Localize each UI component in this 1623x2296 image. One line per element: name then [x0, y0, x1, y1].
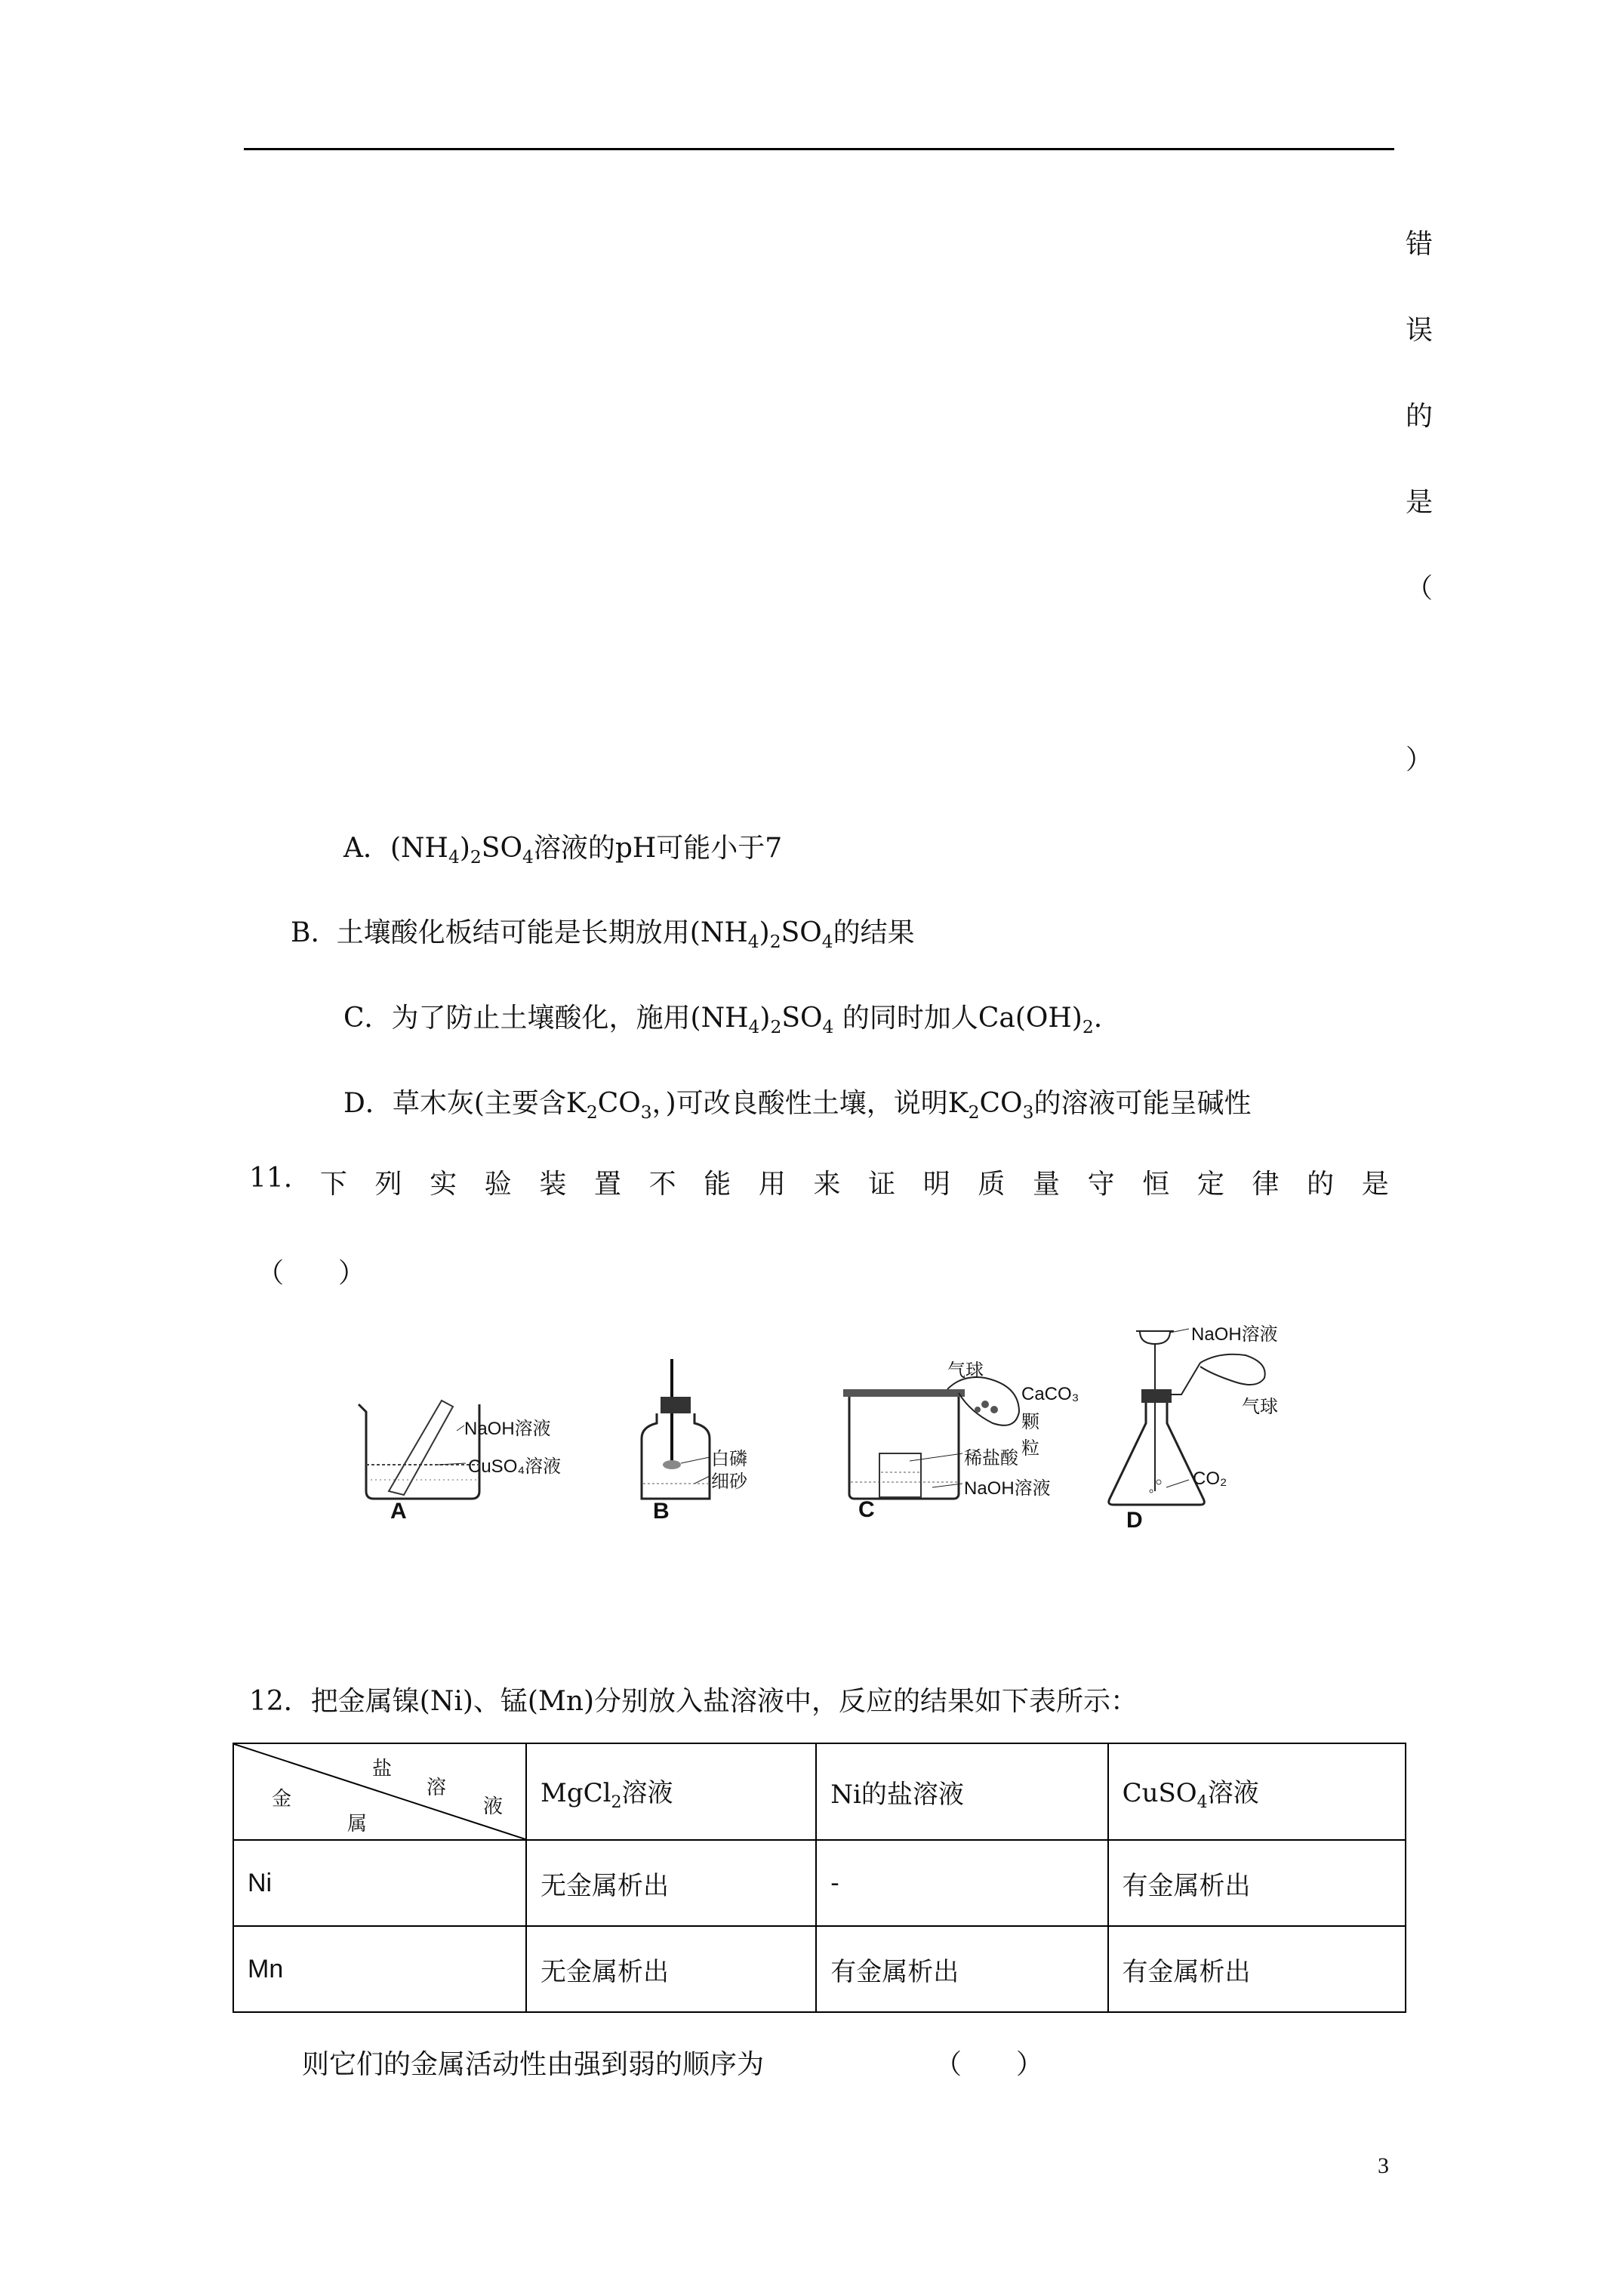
- option-a: A．$(NH_4)_2SO_4$溶液的pH可能小于7: [343, 833, 783, 868]
- row-header: Mn: [233, 1926, 526, 2012]
- figure-c: [834, 1348, 1079, 1529]
- figure-label: C: [858, 1497, 875, 1522]
- callout: CuSO₄溶液: [468, 1456, 562, 1477]
- table-cell: 无金属析出: [526, 1926, 816, 2012]
- q12-followup: 则它们的金属活动性由强到弱的顺序为: [302, 2049, 765, 2080]
- diagonal-header-cell: [233, 1743, 526, 1840]
- callout: CaCO₃: [1021, 1384, 1079, 1404]
- figure-label: D: [1126, 1508, 1143, 1533]
- row-header: Ni: [233, 1840, 526, 1926]
- corner-label: 盐: [372, 1758, 393, 1780]
- callout: 稀盐酸: [964, 1448, 1018, 1469]
- table-cell: 有金属析出: [1108, 1840, 1406, 1926]
- column-header: CuSO$_4$溶液: [1108, 1743, 1406, 1840]
- figure-label: A: [390, 1499, 407, 1524]
- callout: 颗 粒: [1021, 1412, 1058, 1459]
- table-header-row: [233, 1743, 1406, 1840]
- figure-b: [627, 1359, 778, 1533]
- vertical-char: 的: [1405, 401, 1433, 432]
- figure-d: [1095, 1310, 1321, 1536]
- header-rule: [244, 148, 1394, 150]
- table-row: [233, 1840, 1406, 1926]
- callout: NaOH溶液: [964, 1478, 1051, 1499]
- results-table: [233, 1743, 1406, 2013]
- table-cell: 有金属析出: [816, 1926, 1107, 2012]
- vertical-char: 错: [1405, 229, 1433, 260]
- callout: 气球: [947, 1361, 984, 1381]
- callout: NaOH溶液: [464, 1419, 551, 1439]
- q11-answer-paren: （ ）: [257, 1258, 366, 1289]
- column-header: Ni的盐溶液: [816, 1743, 1107, 1840]
- q12-stem: 12．把金属镍(Ni)、锰(Mn)分别放入盐溶液中，反应的结果如下表所示：: [249, 1686, 1138, 1717]
- figure-label: B: [653, 1499, 670, 1524]
- callout: 细砂: [711, 1472, 747, 1492]
- option-c: C．为了防止土壤酸化，施用$(NH_4)_2SO_4$ 的同时加人$Ca(OH)_2$.: [343, 1003, 1103, 1038]
- callout: NaOH溶液: [1191, 1324, 1278, 1345]
- corner-label: 属: [347, 1813, 368, 1835]
- option-b: B. 土壤酸化板结可能是长期放用$(NH_4)_2SO_4$的结果: [291, 917, 915, 953]
- corner-label: 液: [483, 1795, 504, 1818]
- column-header: MgCl$_2$溶液: [526, 1743, 816, 1840]
- callout: CO₂: [1193, 1469, 1227, 1489]
- table-cell: 有金属析出: [1108, 1926, 1406, 2012]
- table-cell: 无金属析出: [526, 1840, 816, 1926]
- page-number: 3: [1378, 2153, 1389, 2178]
- corner-label: 金: [272, 1788, 292, 1811]
- callout: 白磷: [711, 1449, 747, 1469]
- vertical-char: 是: [1405, 487, 1433, 518]
- corner-label: 溶: [427, 1777, 447, 1799]
- figure-a: [343, 1359, 608, 1533]
- vertical-char: ）: [1405, 744, 1433, 775]
- table-cell: -: [816, 1840, 1107, 1926]
- vertical-char: 误: [1405, 315, 1433, 346]
- table-row: [233, 1926, 1406, 2012]
- callout: 气球: [1242, 1397, 1278, 1417]
- vertical-char: （: [1405, 573, 1433, 604]
- option-d: D．草木灰(主要含$K_2CO_3$，)可改良酸性土壤，说明$K_2CO_3$的溶液可能呈碱性: [343, 1088, 1252, 1123]
- q12-answer-paren: （ ）: [935, 2049, 1044, 2080]
- q11-stem: 11. 下 列 实 验 装 置 不 能 用 来 证 明 质 量 守 恒 定 律 的 是: [249, 1163, 1389, 1200]
